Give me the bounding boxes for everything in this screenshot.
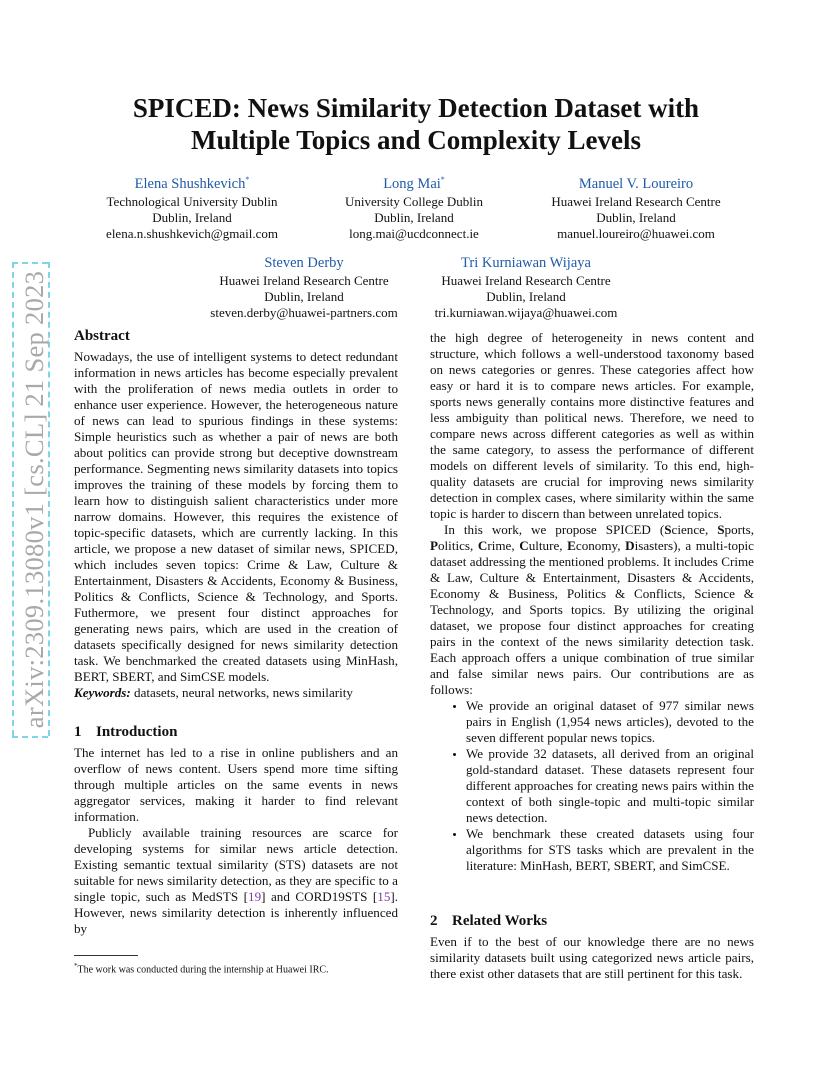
author-block <box>304 170 524 242</box>
author-email[interactable]: manuel.loureiro@huawei.com <box>557 225 715 241</box>
footnote: *The work was conducted during the internship at Huawei IRC. <box>74 962 329 976</box>
citation-link[interactable]: 19 <box>248 889 262 904</box>
keywords-text: datasets, neural networks, news similarity <box>134 685 353 700</box>
author-affiliation: University College Dublin <box>345 193 483 209</box>
author-name[interactable]: Elena Shushkevich* <box>134 175 250 192</box>
author-location: Dublin, Ireland <box>486 288 566 304</box>
author-location: Dublin, Ireland <box>264 288 344 304</box>
arxiv-identifier-text: arXiv:2309.13080v1 [cs.CL] 21 Sep 2023 <box>19 270 50 728</box>
author-affiliation: Huawei Ireland Research Centre <box>441 272 611 288</box>
author-location: Dublin, Ireland <box>152 209 232 225</box>
section-heading-related-works <box>430 912 754 930</box>
arxiv-identifier <box>20 260 50 738</box>
author-affiliation: Technological University Dublin <box>106 193 278 209</box>
author-name[interactable]: Long Mai* <box>383 175 445 192</box>
arxiv-border-left <box>12 262 14 736</box>
author-block <box>82 170 302 242</box>
abstract-text: Nowadays, the use of intelligent systems to detect redundant information in news articles has become especially prevalent with the proliferation of news media outlets in order to enhance user experience. However, the heterogeneous nature of news can lead to spurious findings in these systems: Simple heuristics such as whether a pair of news are both about politics can provide strong but deceptive downstream performance. Segmenting news similarity datasets into topics improves the training of these models by forcing them to learn how to distinguish salient characteristics under more narrow domains. However, this requires the existence of topic-specific datasets, which are currently lacking. In this article, we propose a new dataset of similar news, SPICED, which includes seven topics: Crime & Law, Culture & Entertainment, Disasters & Accidents, Economy & Business, Politics & Conflicts, Science & Technology, and Sports. Futhermore, we present four distinct approaches for generating news pairs, which are used in the creation of datasets specifically designed for news similarity detection task. We benchmarked the created datasets using MinHash, BERT, SBERT, and SimCSE models. <box>74 349 398 684</box>
section-heading-introduction <box>74 723 398 741</box>
footnote-rule <box>74 955 138 956</box>
list-item: • We provide 32 datasets, all derived from an original gold-standard dataset. These datasets represent four different approaches for creating news pairs within the context of both single-topic and multi-topic similar news detection. <box>466 746 754 826</box>
keywords <box>74 685 398 701</box>
author-location: Dublin, Ireland <box>374 209 454 225</box>
intro-paragraph-3: the high degree of heterogeneity in news content and structure, which follows a well-understood taxonomy based on news categories or genres. These categories affect how easy or hard it is to compare news articles. For example, sports news generally contains more distinctive features and less ambiguity than political news. Therefore, we need to compare news across different categories as well as within the same category, to assess the performance of different models on different levels of similarity. To this end, high-quality datasets are crucial for improving news similarity detection in complex cases, where similarity within the same topic is harder to discern than between unrelated topics. <box>430 330 754 521</box>
citation-link[interactable]: 15 <box>377 889 391 904</box>
intro-paragraph-4: In this work, we propose SPICED (Science, Sports, Politics, Crime, Culture, Economy, Disasters), a multi-topic dataset addressing the mentioned problems. It includes Crime & Law, Culture & Entertainment, Disasters & Accidents, Economy & Business, Politics & Conflicts, Science & Technology, and Sports topics. By utilizing the original dataset, we propose four distinct approaches for creating pairs in the context of the news similarity detection task. Each approach offers a unique combination of true similar and false similar news pairs. Our contributions are as follows: <box>430 522 754 697</box>
section-title: Introduction <box>96 724 178 740</box>
author-block <box>526 170 746 242</box>
author-block <box>416 249 636 321</box>
author-block <box>194 249 414 321</box>
section-number: 2 <box>430 913 438 929</box>
author-affiliation: Huawei Ireland Research Centre <box>219 272 389 288</box>
keywords-label: Keywords: <box>74 685 131 700</box>
author-email[interactable]: tri.kurniawan.wijaya@huawei.com <box>434 304 618 320</box>
left-column <box>74 327 398 937</box>
author-affiliation: Huawei Ireland Research Centre <box>551 193 721 209</box>
author-name[interactable]: Tri Kurniawan Wijaya <box>461 254 591 271</box>
section-title: Related Works <box>452 913 548 929</box>
author-email[interactable]: elena.n.shushkevich@gmail.com <box>106 225 278 241</box>
abstract-heading: Abstract <box>74 328 130 344</box>
related-works-paragraph: Even if to the best of our knowledge there are no news similarity datasets built using categorized news article pairs, there exist other datasets that are still pertinent for this task. <box>430 934 754 981</box>
intro-paragraph-2: Publicly available training resources are scarce for developing systems for similar news article detection. Existing semantic textual similarity (STS) datasets are not suitable for news similarity detection, as they are specific to a single topic, such as MedSTS [19] and CORD19STS [15]. However, news similarity detection is inherently influenced by <box>74 825 398 936</box>
contributions-list <box>430 698 754 874</box>
author-name[interactable]: Steven Derby <box>264 254 344 271</box>
list-item: • We provide an original dataset of 977 similar news pairs in English (1,954 news articles), devoted to the seven different popular news topics. <box>466 698 754 746</box>
section-number: 1 <box>74 724 82 740</box>
title-line-1: SPICED: News Similarity Detection Dataset with <box>132 93 700 123</box>
author-email[interactable]: steven.derby@huawei-partners.com <box>210 304 398 320</box>
intro-paragraph-1: The internet has led to a rise in online publishers and an overflow of news content. Users spend more time sifting through multiple articles on the same events in news aggregator services, making it harder to find relevant information. <box>74 745 398 824</box>
author-name[interactable]: Manuel V. Loureiro <box>578 175 694 192</box>
right-column <box>430 330 754 982</box>
list-item: • We benchmark these created datasets using four algorithms for STS tasks which are prevalent in the literature: MinHash, BERT, SBERT, and SimCSE. <box>466 826 754 874</box>
title-line-2: Multiple Topics and Complexity Levels <box>190 125 642 155</box>
author-location: Dublin, Ireland <box>596 209 676 225</box>
paper-title <box>74 92 758 156</box>
author-email[interactable]: long.mai@ucdconnect.ie <box>349 225 479 241</box>
